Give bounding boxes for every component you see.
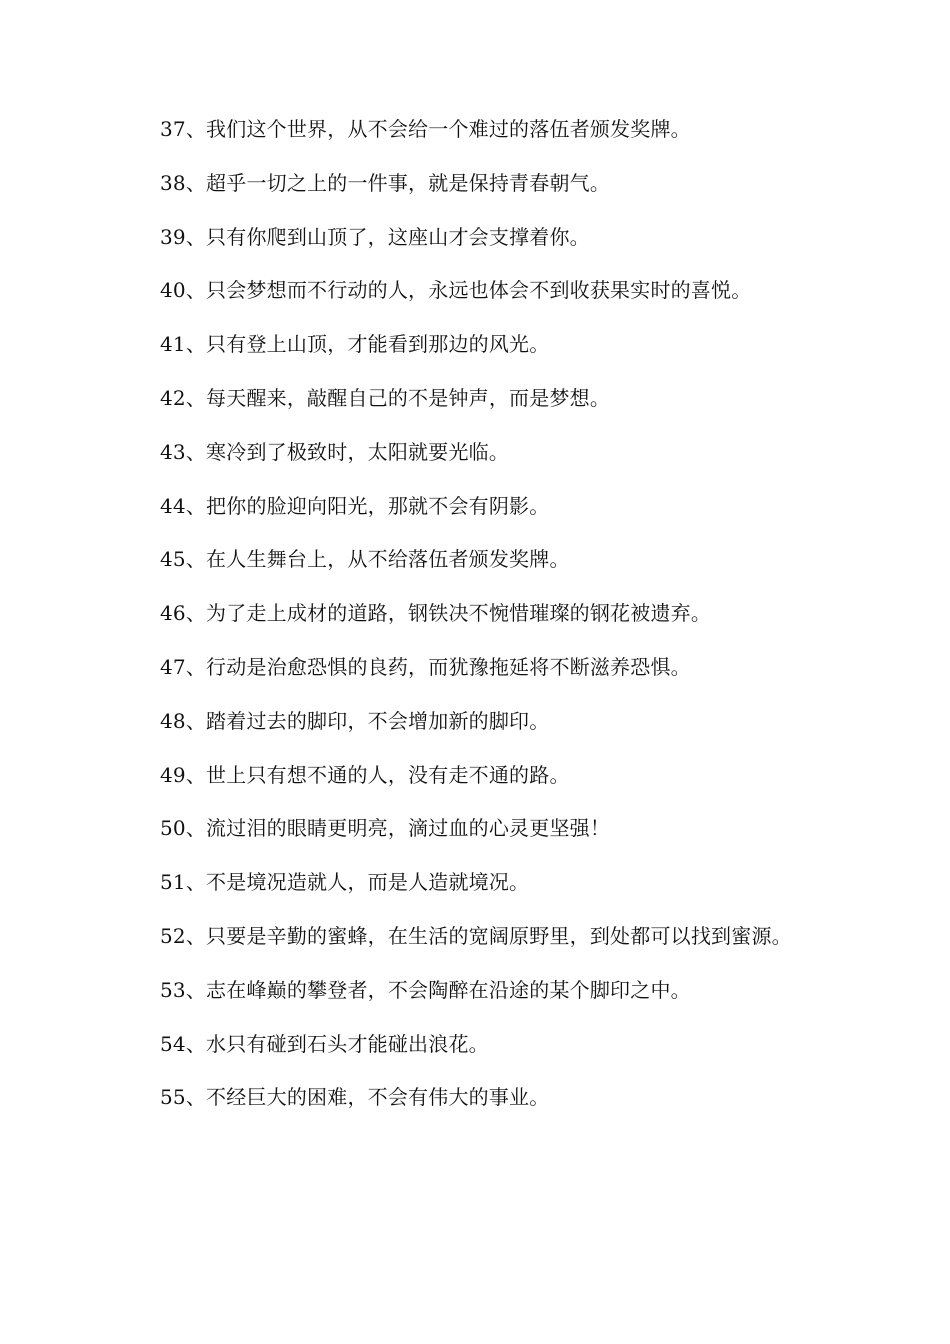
quote-item: 55、不经巨大的困难，不会有伟大的事业。 — [160, 1085, 550, 1110]
quote-item: 54、水只有碰到石头才能碰出浪花。 — [160, 1031, 489, 1056]
quote-list — [116, 112, 834, 1134]
quote-item: 41、只有登上山顶，才能看到那边的风光。 — [160, 332, 550, 357]
quote-item: 39、只有你爬到山顶了，这座山才会支撑着你。 — [160, 224, 590, 249]
quote-item: 42、每天醒来，敲醒自己的不是钟声，而是梦想。 — [160, 385, 611, 410]
quote-item: 49、世上只有想不通的人，没有走不通的路。 — [160, 762, 570, 787]
quote-item: 51、不是境况造就人，而是人造就境况。 — [160, 870, 530, 895]
quote-item: 48、踏着过去的脚印，不会增加新的脚印。 — [160, 708, 550, 733]
quote-item: 44、把你的脸迎向阳光，那就不会有阴影。 — [160, 493, 550, 518]
quote-item: 50、流过泪的眼睛更明亮，滴过血的心灵更坚强！ — [160, 816, 611, 841]
quote-item: 46、为了走上成材的道路，钢铁决不惋惜璀璨的钢花被遗弃。 — [160, 601, 712, 626]
quote-item: 40、只会梦想而不行动的人，永远也体会不到收获果实时的喜悦。 — [160, 278, 752, 303]
quote-item: 53、志在峰巅的攀登者，不会陶醉在沿途的某个脚印之中。 — [160, 977, 691, 1002]
quote-item: 47、行动是治愈恐惧的良药，而犹豫拖延将不断滋养恐惧。 — [160, 654, 691, 679]
quote-item: 52、只要是辛勤的蜜蜂，在生活的宽阔原野里，到处都可以找到蜜源。 — [160, 923, 792, 948]
quote-item: 37、我们这个世界，从不会给一个难过的落伍者颁发奖牌。 — [160, 117, 691, 141]
quote-item: 38、超乎一切之上的一件事，就是保持青春朝气。 — [160, 170, 611, 195]
quote-item: 43、寒冷到了极致时，太阳就要光临。 — [160, 439, 510, 464]
quote-item: 45、在人生舞台上，从不给落伍者颁发奖牌。 — [160, 547, 570, 572]
